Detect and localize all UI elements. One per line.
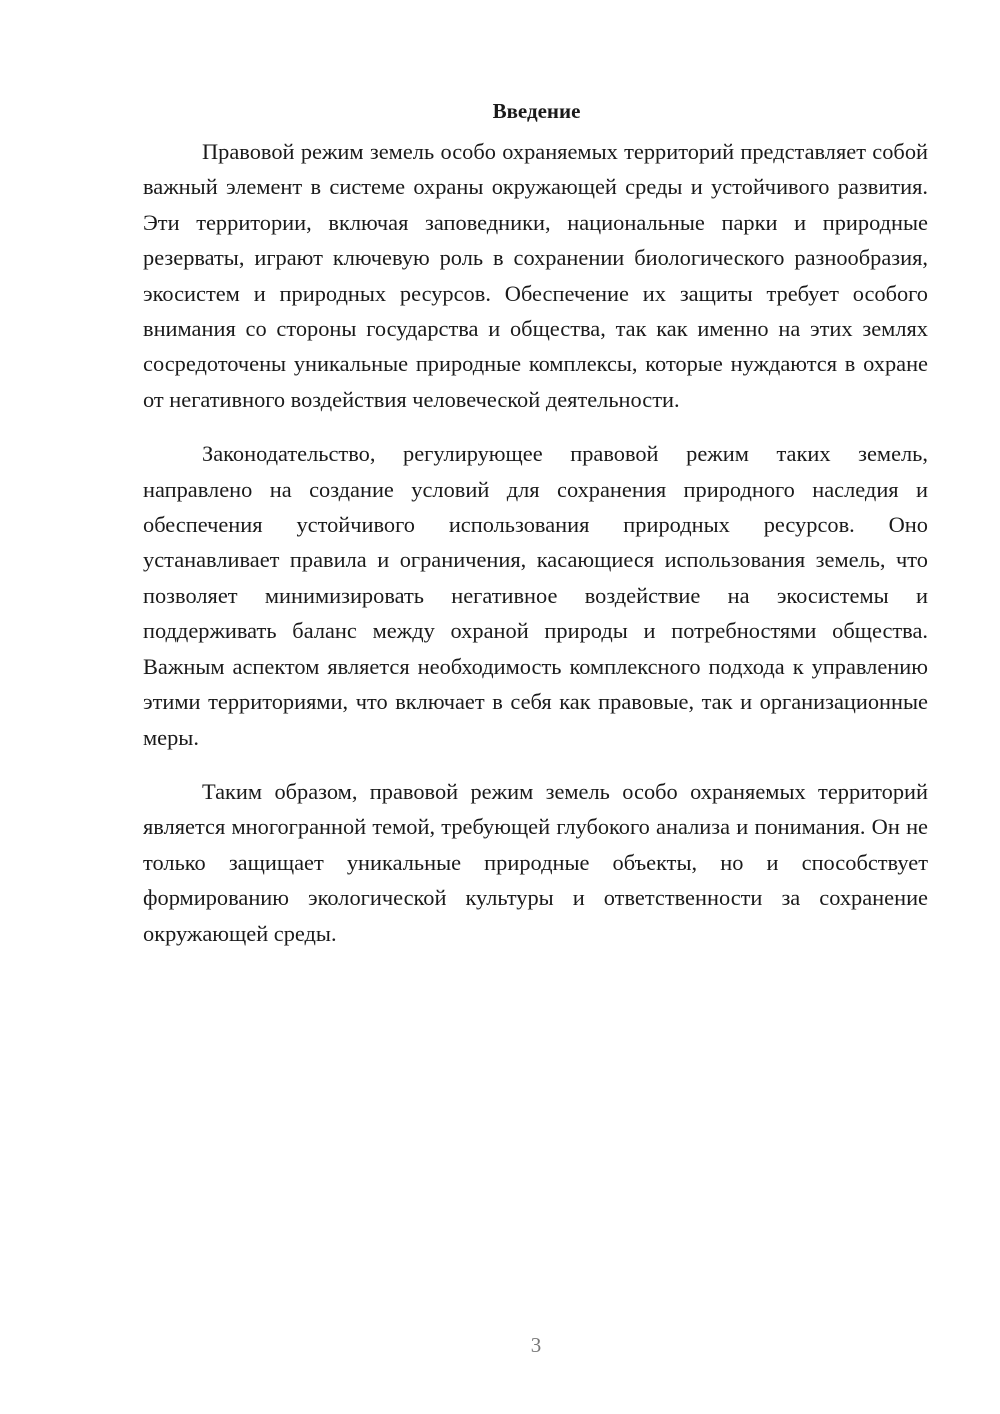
page-number: 3: [530, 1333, 542, 1357]
paragraph-2: Законодательство, регулирующее правовой режим таких земель, направлено на создание условий для сохранения природного наследия и обеспечения устойчивого использования природных ресурсов. Оно устанавливает правила и ограничения, касающиеся использования земель, что позволяет минимизировать негативное воздействие на экосистемы и поддерживать баланс между охраной природы и потребностями общества. Важным аспектом является необходимость комплексного подхода к управлению этими территориями, что включает в себя как правовые, так и организационные меры.: [143, 441, 928, 750]
section-heading: Введение: [492, 99, 581, 123]
paragraph-3: Таким образом, правовой режим земель особо охраняемых территорий является многогранной темой, требующей глубокого анализа и понимания. Он не только защищает уникальные природные объекты, но и способствует формированию экологической культуры и ответственности за сохранение окружающей среды.: [143, 778, 928, 946]
paragraph-1: Правовой режим земель особо охраняемых территорий представляет собой важный элемент в системе охраны окружающей среды и устойчивого развития. Эти территории, включая заповедники, национальные парки и природные резерваты, играют ключевую роль в сохранении биологического разнообразия, экосистем и природных ресурсов. Обеспечение их защиты требует особого внимания со стороны государства и общества, так как именно на этих землях сосредоточены уникальные природные комплексы, которые нуждаются в охране от негативного воздействия человеческой деятельности.: [143, 139, 928, 412]
document-body: [143, 93, 928, 951]
